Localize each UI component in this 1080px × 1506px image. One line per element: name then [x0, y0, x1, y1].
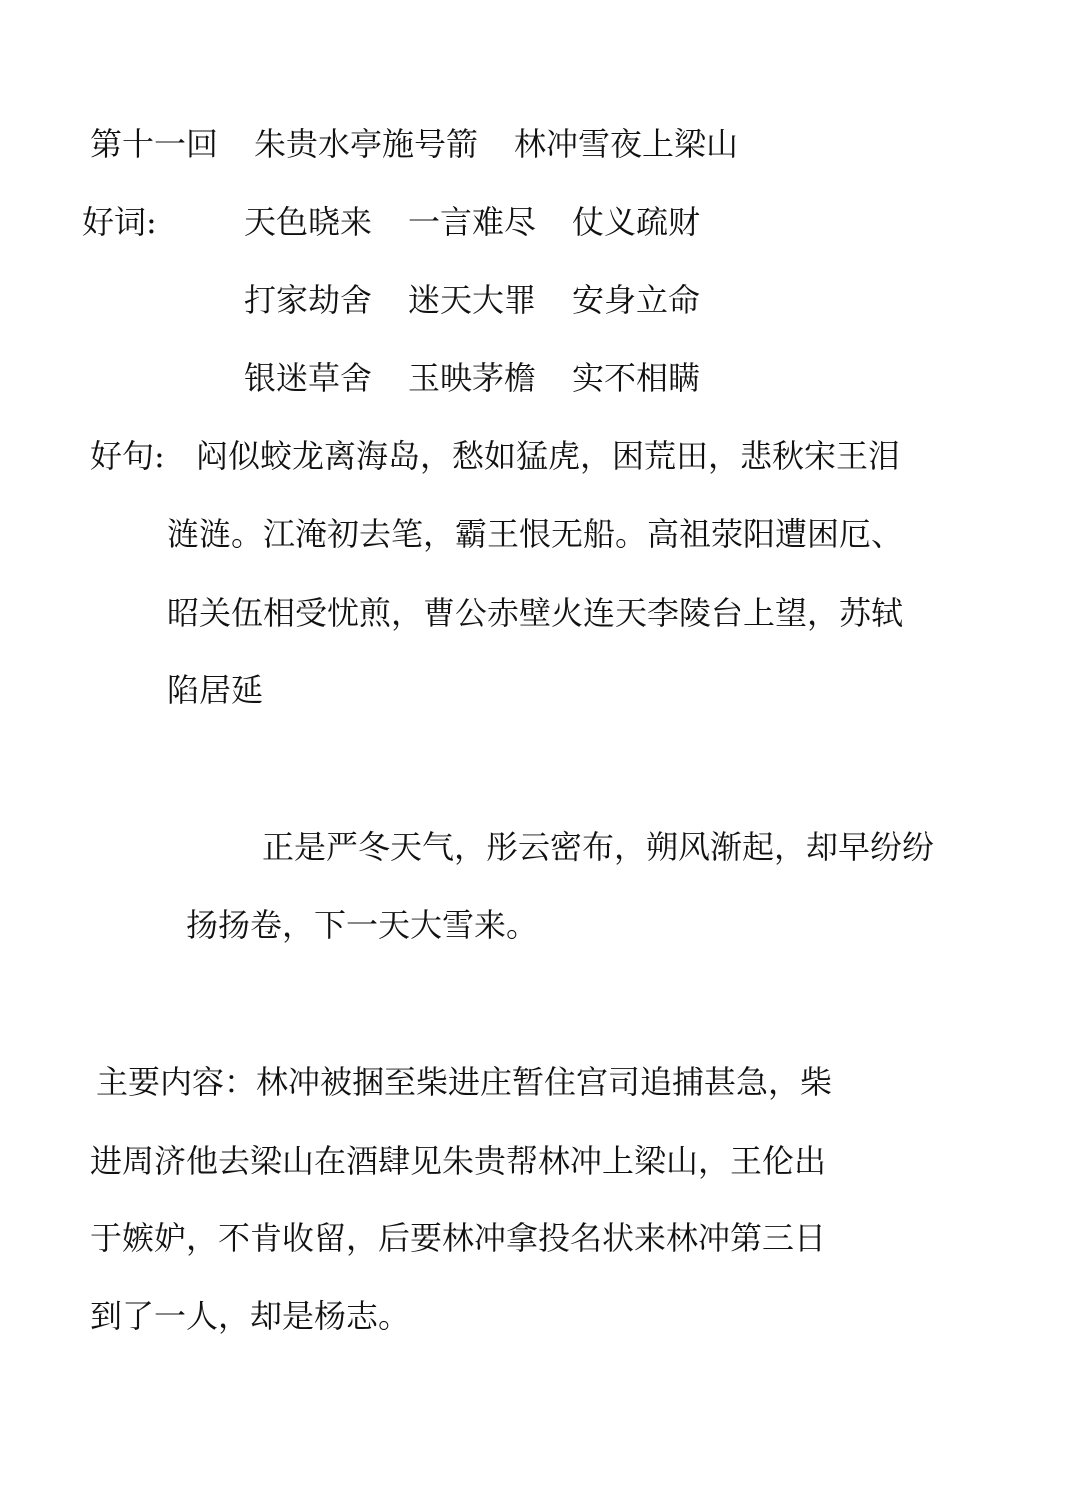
good-words-row: [244, 358, 700, 398]
good-word: 打家劫舍: [244, 281, 373, 319]
good-sentence-line: 闷似蛟龙离海岛，愁如猛虎，困荒田，悲秋宋王泪: [196, 437, 901, 475]
summary-line: 主要内容：林冲被捆至柴进庄暂住宫司追捕甚急，柴: [96, 1063, 833, 1101]
quote-line: 正是严冬天气，彤云密布，朔风渐起，却早纷纷: [262, 828, 935, 866]
chapter-number: 第十一回: [90, 125, 219, 163]
good-words-row: [244, 280, 700, 320]
good-sentence-line: 陷居延: [167, 671, 264, 709]
good-word: 一言难尽: [408, 203, 537, 241]
good-sentence-line: 涟涟。江淹初去笔，霸王恨无船。高祖荥阳遭困厄、: [167, 515, 904, 553]
chapter-title: [90, 124, 738, 164]
chapter-title-part-1: 朱贵水亭施号箭: [254, 125, 479, 163]
good-word: 实不相瞒: [572, 359, 701, 397]
good-word: 玉映茅檐: [408, 359, 537, 397]
good-words-label: 好词:: [82, 203, 157, 241]
quote-line: 扬扬卷，下一天大雪来。: [186, 906, 539, 944]
good-word: 银迷草舍: [244, 359, 373, 397]
summary-line: 于嫉妒，不肯收留，后要林冲拿投名状来林冲第三日: [90, 1219, 827, 1257]
good-word: 安身立命: [572, 281, 701, 319]
good-word: 仗义疏财: [572, 203, 701, 241]
good-sentence-line: 昭关伍相受忧煎，曹公赤壁火连天李陵台上望，苏轼: [167, 594, 904, 632]
summary-line: 进周济他去梁山在酒肆见朱贵帮林冲上梁山，王伦出: [90, 1142, 827, 1180]
good-word: 迷天大罪: [408, 281, 537, 319]
good-words-row: [244, 202, 700, 242]
good-word: 天色晓来: [244, 203, 373, 241]
summary-line: 到了一人，却是杨志。: [90, 1297, 411, 1335]
chapter-title-part-2: 林冲雪夜上梁山: [514, 125, 739, 163]
good-sentences-label: 好句:: [90, 437, 165, 475]
